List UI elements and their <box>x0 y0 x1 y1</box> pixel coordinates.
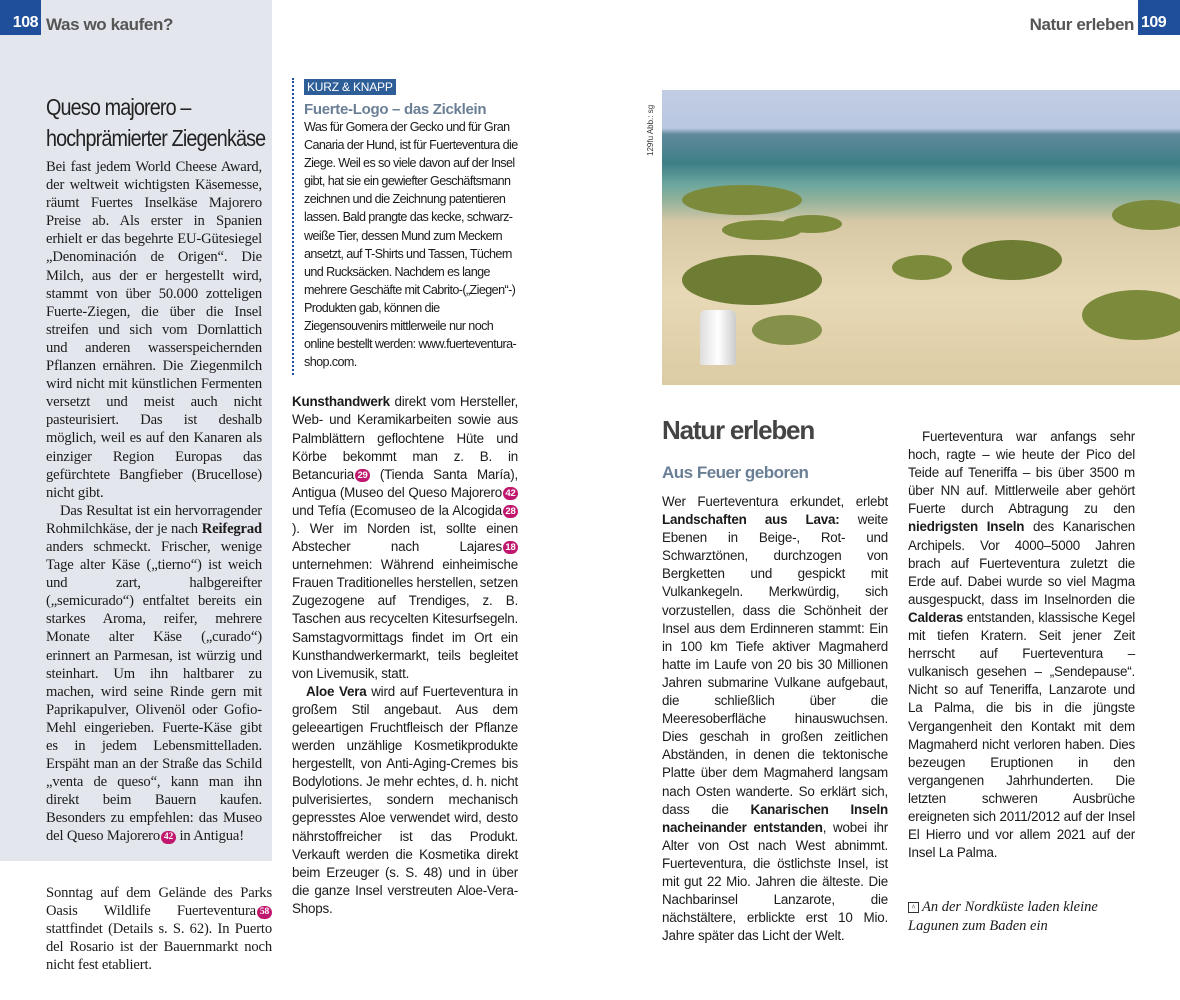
text-run: , wobei ihr Alter von Ost nach West abnimmt. Fuerteventura, die östlichste Insel, ist mit gut 22 Mio. Jahren die älteste. Die Nachbarinsel Lanzarote, die nächstältere, erblickte erst 10 Mio. Jahre später das Licht der Welt. <box>662 819 888 944</box>
map-marker-badge: 18 <box>503 541 518 554</box>
paragraph <box>662 493 888 945</box>
sidebar-title <box>46 92 266 154</box>
section-heading: Natur erleben <box>662 415 815 445</box>
text-run: entstanden, klassische Kegel mit tiefen Kratern. Seit jener Zeit herrscht auf Fuerteventura – vulkanisch gesehen – „Sendepause“. Nicht so auf Teneriffa, Lanzarote und La Palma, die bis in die jüngste Vergangenheit den Kontakt mit dem Magmaherd nicht verloren haben. Dies bezeugen Eruptionen in den vergangenen Jahrhunderten. Die letzten schweren Ausbrüche ereigneten sich 2011/2012 auf der Insel El Hierro und vor allem 2021 auf der Insel La Palma. <box>908 609 1135 861</box>
map-marker-badge: 42 <box>503 487 518 500</box>
map-marker-badge: 58 <box>257 906 272 919</box>
bold-text: Kunsthandwerk <box>292 394 390 410</box>
sidebar-body <box>46 158 262 846</box>
right-column-2 <box>908 428 1135 862</box>
bold-text: Aloe Vera <box>306 683 367 699</box>
text-run: wird auf Fuerteventura in großem Stil angebaut. Aus dem geleeartigen Fruchtfleisch der Pflanze werden unzählige Kosmetikprodukte hergestellt, von Anti-Aging-Cremes bis Bodylotions. Je mehr echtes, d. h. nicht pulverisiertes, sondern mechanisch gepresstes Aloe verwendet wird, desto nährstoffreicher ist das Produkt. Verkauft werden die Kosmetika direkt beim Erzeuger (s. S. 48) und in über die ganze Insel verstreuten Aloe-Vera-Shops. <box>292 683 518 916</box>
bold-text: Landschaften aus Lava: <box>662 512 840 528</box>
text-run: Wer Fuerteventura erkundet, erlebt <box>662 494 888 509</box>
text-run: weite Ebenen in Beige-, Rot- und Schwarztönen, durchzogen von Bergketten und gespickt mit Vulkankegeln. Merkwürdig, sich vorzustellen, dass die Schönheit der Insel aus dem Erdinneren stammt: Ein in 100 km Tiefe aktiver Magmaherd hatte im Laufe von 20 bis 30 Millionen Jahren submarine Vulkane aufgebaut, die schließlich über die Meeresoberfläche hinauswuchsen. Dies geschah in großen zeitlichen Abständen, in denen die tektonische Platte über dem Magmaherd langsam nach Osten wanderte. So erklärt sich, dass die <box>662 512 888 817</box>
left-column-1 <box>0 0 272 974</box>
paragraph <box>908 428 1135 862</box>
sidebar-title-text: Queso majorero – hochprämierter Ziegenkäse <box>46 94 266 151</box>
kurz-knapp-tag: KURZ & KNAPP <box>304 79 396 95</box>
kurz-knapp-text: Was für Gomera der Gecko und für Gran Canaria der Hund, ist für Fuerteventura die Ziege. Weil es so viele davon auf der Insel gibt, hat sie ein gewiefter Geschäftsmann zeichnen und die Zeichnung patentieren lassen. Bald prangte das kecke, schwarz-weiße Tier, dessen Mund zum Meckern ansetzt, auf T-Shirts und Tassen, Tüchern und Rucksäcken. Nachdem es lange mehrere Geschäfte mit Cabrito-(„Ziegen“-) Produkten gab, können die Ziegensouvenirs mittlerweile nur noch online bestellt werden: www.fuerteventura-shop.com. <box>304 120 518 370</box>
paragraph <box>292 683 518 918</box>
text-run: stattfindet (Details s. S. 62). In Puerto del Rosario ist der Bauernmarkt noch nicht fest etabliert. <box>46 920 272 973</box>
text-run: und Tefía (Ecomuseo de la Alcogida <box>292 502 502 518</box>
caption-text: An der Nordküste laden kleine Lagunen zum Baden ein <box>908 899 1098 935</box>
right-column-1-wrapper <box>662 414 888 945</box>
sidebar-box <box>0 0 272 861</box>
page-number-right: 109 <box>1138 0 1180 35</box>
paragraph <box>292 393 518 683</box>
text-run: Das Resultat ist ein hervorragender Rohmilchkäse, der je nach <box>46 502 262 537</box>
right-column-2-wrapper <box>908 428 1135 936</box>
bold-text: niedrigsten Inseln <box>908 519 1025 535</box>
bold-text: Calderas <box>908 609 963 625</box>
text-run: ). Wer im Norden ist, sollte einen Abstecher nach Lajares <box>292 520 518 555</box>
kurz-knapp-box <box>292 78 518 375</box>
map-marker-badge: 28 <box>503 505 518 518</box>
text-run: in Antigua! <box>176 828 244 845</box>
paragraph <box>46 502 262 846</box>
text-run: (Tienda Santa María), Antigua (Museo del Queso Majorero <box>292 466 518 500</box>
paragraph <box>46 884 272 974</box>
running-head-right: Natur erleben <box>1029 15 1134 34</box>
text-run: direkt vom Hersteller, Web- und Keramikarbeiten sowie aus Palmblättern geflochtene Hüte und Körbe bekommt man z. B. in Betancuria <box>292 394 518 482</box>
text-run: Bei fast jedem World Cheese Award, der weltweit wichtigsten Käsemesse, räumt Fuertes Inselkäse Majorero Preise ab. Als erster in Spanien erhielt er das begehrte EU-Gütesiegel „Denominación de Origen“. Die Milch, aus der er hergestellt wird, stammt von über 50.000 zotteligen Fuerte-Ziegen, die über die Insel streifen und sich vom Dornlattich und anderen wasserspeichernden Pflanzen ernähren. Die Ziegenmilch wird nicht mit künstlichen Fermenten versetzt und meist auch nicht pasteurisiert. Das ist deshalb möglich, weil es auf den Kanaren als einziger Region Europas das gefürchtete Bangfieber (Brucellose) nicht gibt. <box>46 159 262 501</box>
text-run: Fuerteventura war anfangs sehr hoch, ragte – wie heute der Pico del Teide auf Teneriffa – bis über 3500 m über NN auf. Mittlerweile aber gehört Fuerte durch Abtragung zu den <box>908 429 1135 517</box>
page-number-left: 108 <box>0 0 41 35</box>
text-run: unternehmen: Während einheimische Frauen Traditionelles herstellen, setzen Zugezogene auf Trendiges, z. B. Taschen aus recycelten Kitesurfsegeln. Samstagvormittags findet im Ort ein Kunsthandwerkermarkt, teils begleitet von Livemusik, statt. <box>292 557 518 681</box>
photo-caption <box>908 898 1128 936</box>
right-column-1 <box>662 493 888 945</box>
map-marker-badge: 42 <box>161 831 176 844</box>
left-column-2-wrapper <box>292 78 518 918</box>
kurz-knapp-title: Fuerte-Logo – das Zicklein <box>304 101 487 118</box>
left-column-2 <box>292 393 518 918</box>
text-run: anders schmeckt. Frischer, wenige Tage alter Käse („tierno“) ist weich und zart, halbgereifter („semicurado“) entfaltet bereits ein starkes Aroma, reifer, mehrere Monate alter Käse („curado“) erinnert an Parmesan, ist würzig und steinhart. Um ihn haltbarer zu machen, wird seine Rinde gern mit Paprikapulver, Olivenöl oder Gofio-Mehl eingerieben. Fuerte-Käse gibt es in jedem Lebensmittelladen. Erspäht man an der Straße das Schild „venta de queso“, kann man ihn direkt beim Bauern kaufen. Besonders zu empfehlen: das Museo del Queso Majorero <box>46 538 262 845</box>
section-subheading: Aus Feuer geboren <box>662 463 809 482</box>
text-run: des Kanarischen Archipels. Vor 4000–5000 Jahren brach auf Fuerteventura zuletzt die Erde auf. Dabei wurde so viel Magma ausgespuckt, dass im Inselnorden die <box>908 519 1135 607</box>
running-head-left: Was wo kaufen? <box>46 15 173 34</box>
photo-credit: 129fu Abb.: sg <box>646 104 655 156</box>
paragraph <box>46 158 262 502</box>
lagoon-photo <box>662 90 1180 385</box>
arrow-up-icon: ^ <box>908 902 919 913</box>
bold-text: Kanarischen Inseln nacheinander entstanden <box>662 801 888 835</box>
text-run: Sonntag auf dem Gelände des Parks Oasis Wildlife Fuerteventura <box>46 884 272 919</box>
after-sidebar-text <box>0 861 272 974</box>
bold-text: Reifegrad <box>201 520 262 537</box>
map-marker-badge: 29 <box>355 469 370 482</box>
